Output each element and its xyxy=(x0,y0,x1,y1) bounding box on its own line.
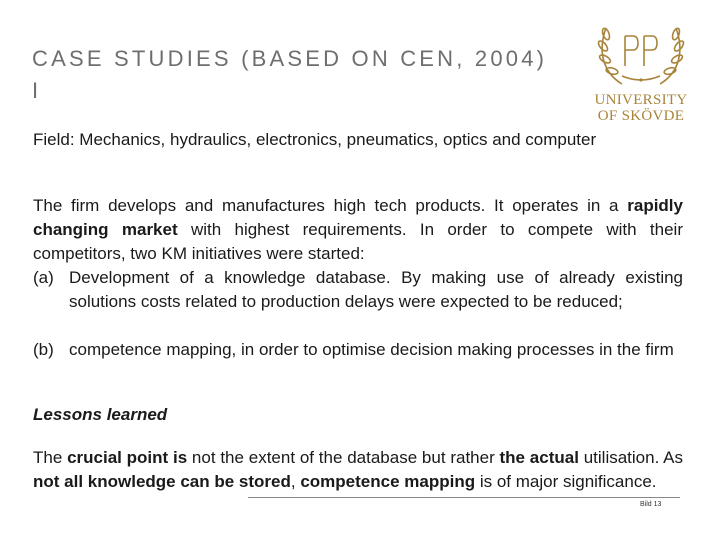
lessons-text-2: not the extent of the database but rather xyxy=(187,448,500,467)
lessons-emphasis-1: crucial point is xyxy=(67,448,188,467)
slide-title-continued: I xyxy=(32,78,42,103)
list-marker-b: (b) xyxy=(33,340,54,359)
lessons-text-5: is of major significance. xyxy=(475,472,657,491)
intro-text-2: with highest requirements. In order to compete with their competitors, two KM initiatives were started: xyxy=(33,220,683,263)
lessons-text-4: , xyxy=(290,472,301,491)
intro-paragraph xyxy=(33,194,683,266)
university-logo xyxy=(578,14,704,132)
slide-number: Bild 13 xyxy=(640,501,662,508)
lessons-text-3: utilisation. As xyxy=(578,448,683,467)
lessons-heading: Lessons learned xyxy=(33,405,168,424)
lessons-emphasis-3: not all knowledge can be stored xyxy=(33,472,291,491)
university-name-line1: UNIVERSITY xyxy=(594,92,688,108)
intro-text-1: The firm develops and manufactures high tech products. It operates in a xyxy=(33,196,628,215)
university-name xyxy=(578,92,704,124)
lessons-emphasis-4: competence mapping xyxy=(300,472,476,491)
lessons-text-1: The xyxy=(33,448,68,467)
list-item-b xyxy=(33,338,683,362)
list-item-a xyxy=(33,266,683,314)
list-text-a: Development of a knowledge database. By making use of already existing solutions costs related to production delays were expected to be reduced; xyxy=(69,268,683,311)
intro-emphasis: rapidly changing market xyxy=(33,196,683,239)
list-marker-a: (a) xyxy=(33,268,54,287)
laurel-crest-icon xyxy=(592,14,690,92)
lessons-paragraph xyxy=(33,446,683,494)
list-text-b: competence mapping, in order to optimise decision making processes in the firm xyxy=(69,340,674,359)
footer-divider xyxy=(248,497,680,498)
university-name-line2: OF SKÖVDE xyxy=(597,108,685,124)
lessons-emphasis-2: the actual xyxy=(499,448,579,467)
slide-title: CASE STUDIES (BASED ON CEN, 2004) xyxy=(32,46,548,71)
field-paragraph: Field: Mechanics, hydraulics, electronics, pneumatics, optics and computer xyxy=(33,130,597,149)
